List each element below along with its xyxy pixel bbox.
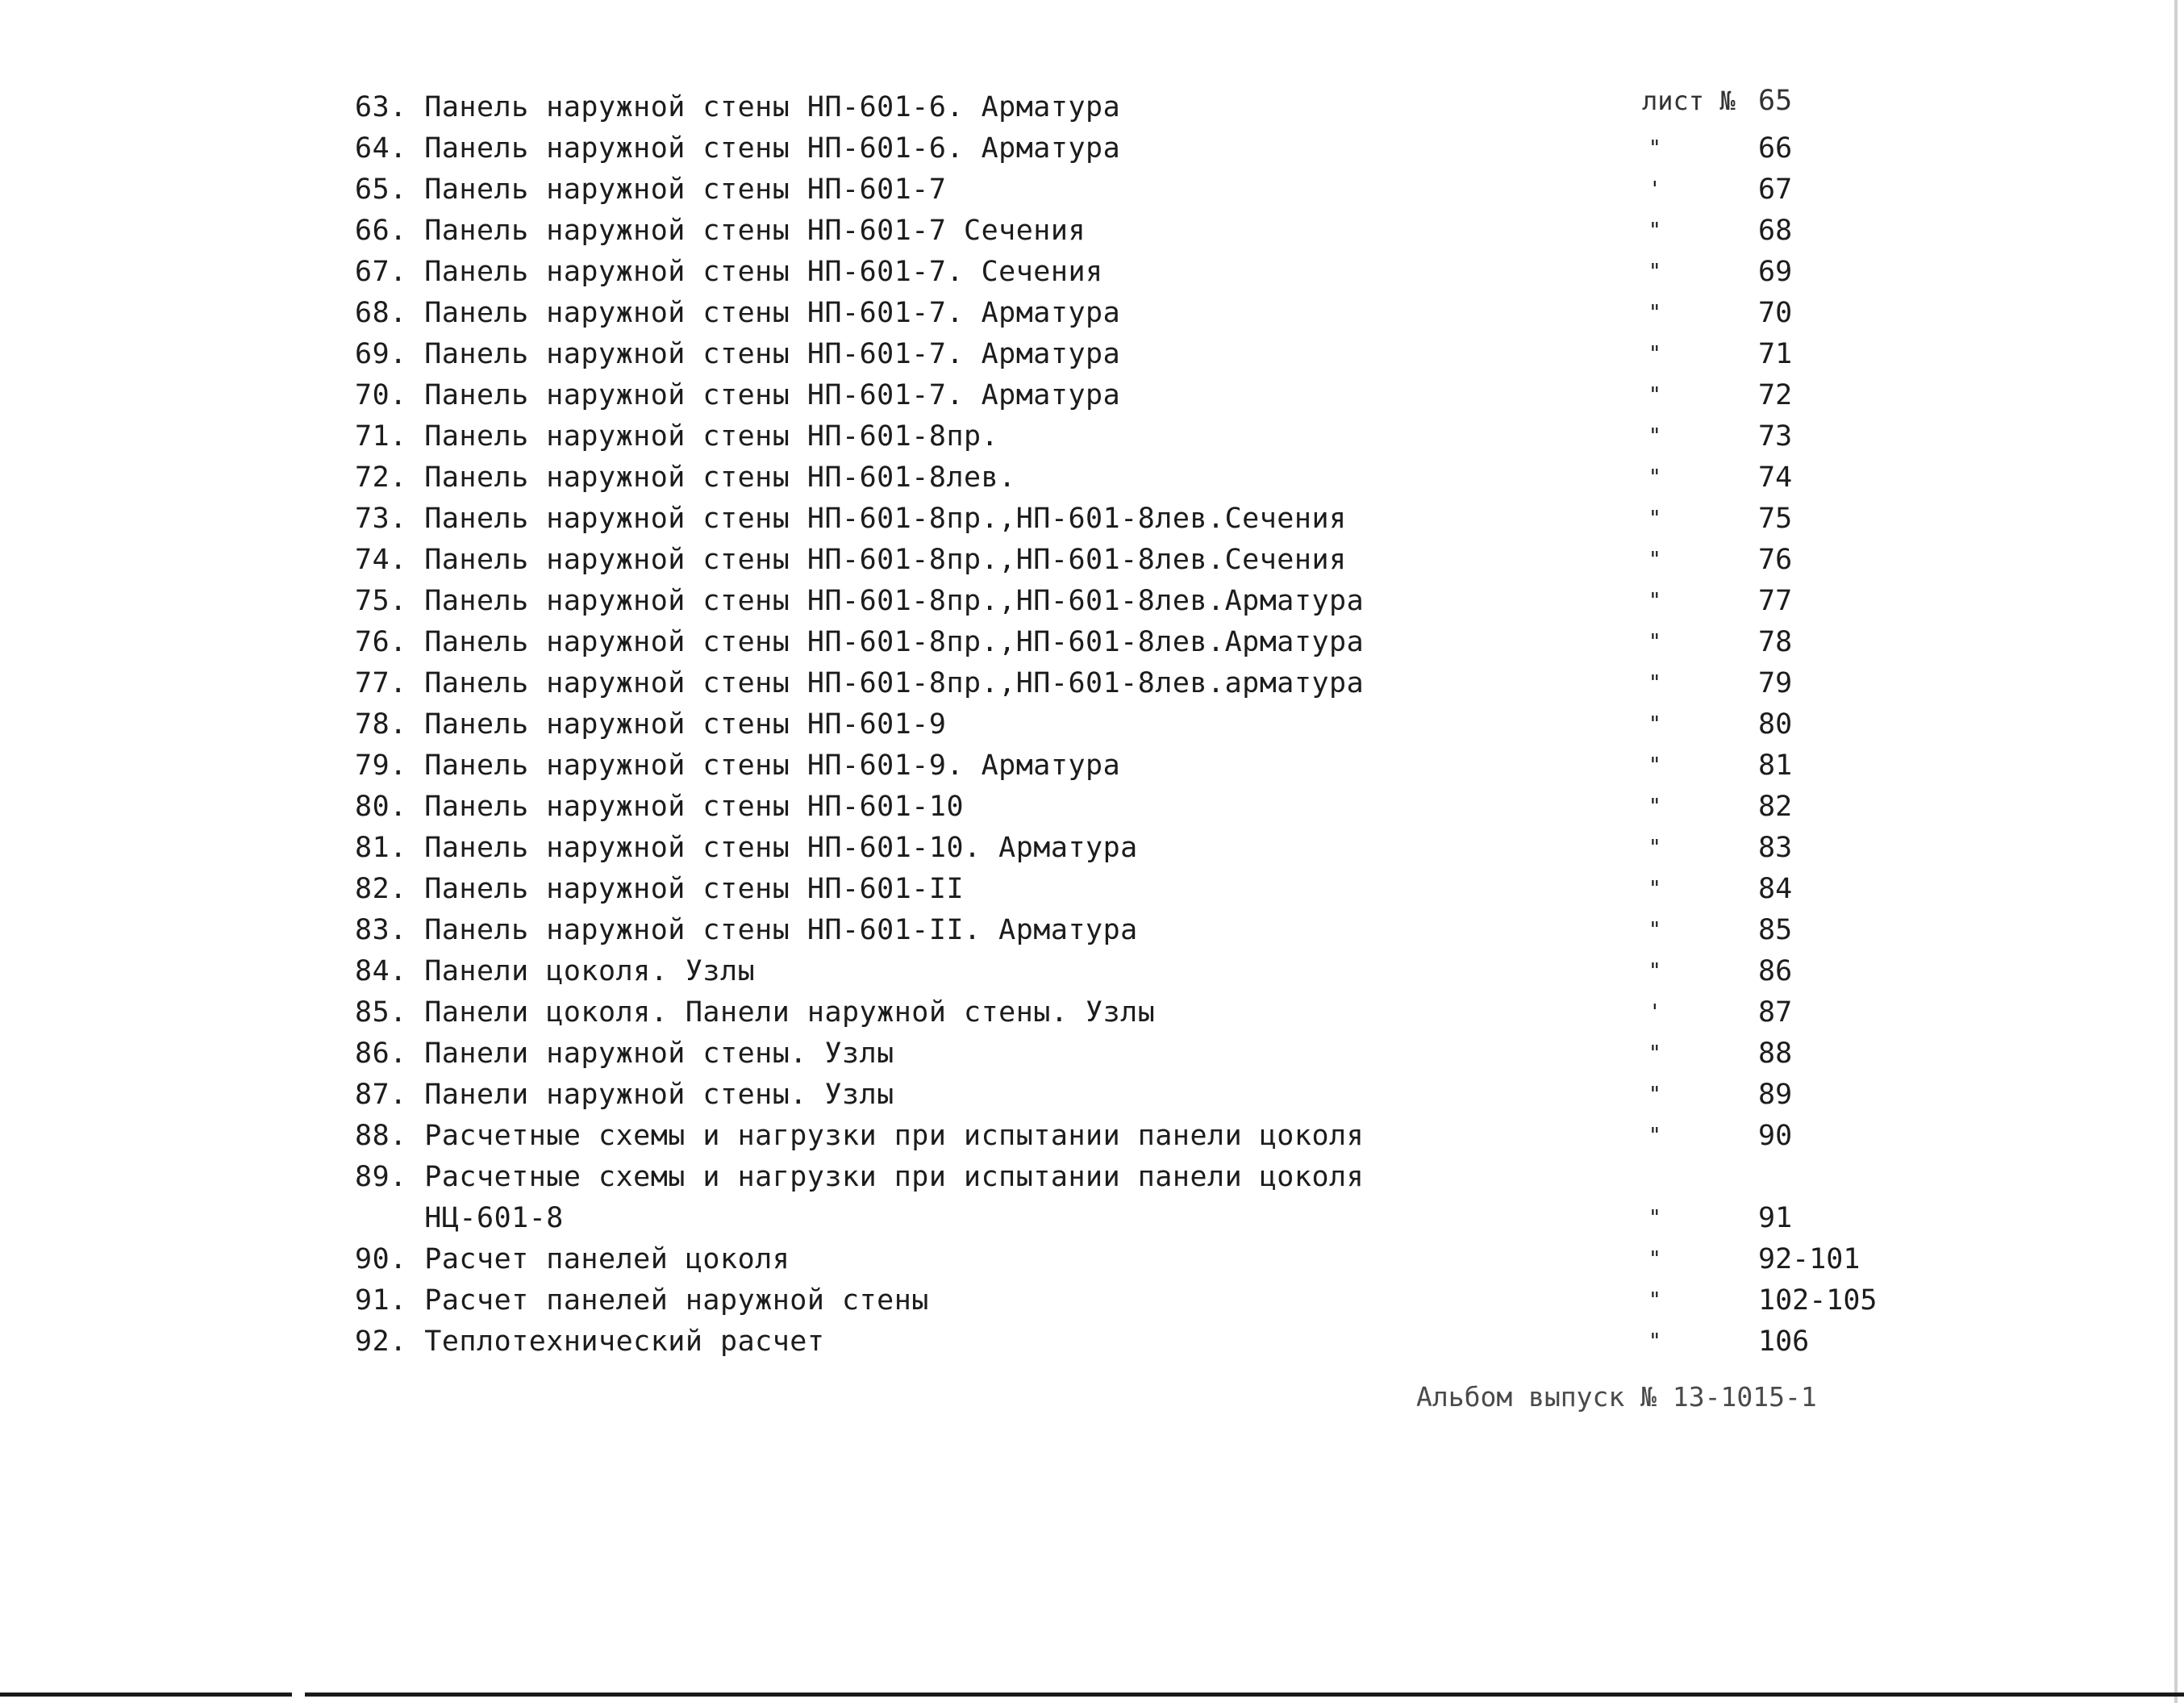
- toc-entry-ditto-mark: ": [1648, 1247, 1661, 1271]
- toc-entry-page-number: 81: [1758, 749, 1793, 782]
- toc-entry-page-number: 90: [1758, 1120, 1793, 1152]
- toc-entry-title: 78. Панель наружной стены НП-601-9: [355, 708, 947, 741]
- toc-entry-title: 80. Панель наружной стены НП-601-10: [355, 791, 965, 823]
- toc-entry: [355, 1075, 1887, 1116]
- toc-entry: [355, 910, 1887, 951]
- toc-entry-title: 85. Панели цоколя. Панели наружной стены. Узлы: [355, 996, 1156, 1029]
- toc-entry-title: 77. Панель наружной стены НП-601-8пр.,НП-601-8лев.арматура: [355, 667, 1365, 699]
- toc-entry: [355, 540, 1887, 581]
- toc-entry-page-number: 74: [1758, 461, 1793, 494]
- toc-entry-title: 66. Панель наружной стены НП-601-7 Сечения: [355, 215, 1086, 247]
- toc-entry-title: 88. Расчетные схемы и нагрузки при испытании панели цоколя: [355, 1120, 1365, 1152]
- table-of-contents: [355, 87, 1887, 1363]
- toc-entry-ditto-mark: ': [1648, 177, 1661, 202]
- toc-entry-page-number: 79: [1758, 667, 1793, 699]
- toc-entry: [355, 951, 1887, 992]
- toc-entry-ditto-mark: ': [1648, 1000, 1661, 1025]
- toc-entry-title: 82. Панель наружной стены НП-601-II: [355, 873, 965, 905]
- sheet-label: лист №: [1642, 86, 1736, 116]
- toc-entry-ditto-mark: ": [1648, 465, 1661, 490]
- toc-entry-title: 87. Панели наружной стены. Узлы: [355, 1079, 894, 1111]
- toc-entry-ditto-mark: ": [1648, 1083, 1661, 1107]
- toc-entry: [355, 622, 1887, 663]
- toc-entry: [355, 1280, 1887, 1321]
- toc-entry-ditto-mark: ": [1648, 959, 1661, 983]
- toc-entry-title: 74. Панель наружной стены НП-601-8пр.,НП-601-8лев.Сечения: [355, 544, 1347, 576]
- toc-entry-page-number: 66: [1758, 132, 1793, 165]
- toc-entry-ditto-mark: ": [1648, 753, 1661, 778]
- toc-entry-ditto-mark: ": [1648, 712, 1661, 737]
- toc-entry-page-number: 102-105: [1758, 1284, 1878, 1317]
- toc-entry: [355, 87, 1887, 128]
- toc-entry: [355, 252, 1887, 293]
- toc-entry: [355, 169, 1887, 211]
- toc-entry-page-number: 85: [1758, 914, 1793, 946]
- toc-entry: [355, 663, 1887, 704]
- toc-entry-ditto-mark: ": [1648, 1329, 1661, 1354]
- toc-entry-page-number: 72: [1758, 379, 1793, 411]
- toc-entry-ditto-mark: ": [1648, 836, 1661, 860]
- toc-entry-page-number: 76: [1758, 544, 1793, 576]
- toc-entry: [355, 334, 1887, 375]
- toc-entry-page-number: 78: [1758, 626, 1793, 658]
- toc-entry-title: 76. Панель наружной стены НП-601-8пр.,НП-601-8лев.Арматура: [355, 626, 1365, 658]
- toc-entry-page-number: 71: [1758, 338, 1793, 370]
- album-reference: Альбом выпуск № 13-1015-1: [1416, 1381, 1817, 1413]
- toc-entry-ditto-mark: ": [1648, 342, 1661, 366]
- bottom-rule: [0, 1693, 2184, 1697]
- toc-entry: [355, 745, 1887, 787]
- toc-entry-ditto-mark: ": [1648, 630, 1661, 654]
- toc-entry-ditto-mark: ": [1648, 219, 1661, 243]
- toc-entry: [355, 787, 1887, 828]
- toc-entry: [355, 375, 1887, 416]
- toc-entry-ditto-mark: ": [1648, 260, 1661, 284]
- scan-edge: [2174, 0, 2178, 1703]
- toc-entry-ditto-mark: ": [1648, 671, 1661, 695]
- toc-entry-title: 64. Панель наружной стены НП-601-6. Арматура: [355, 132, 1121, 165]
- toc-entry-page-number: 70: [1758, 297, 1793, 329]
- toc-entry-title: 73. Панель наружной стены НП-601-8пр.,НП-601-8лев.Сечения: [355, 503, 1347, 535]
- toc-entry-ditto-mark: ": [1648, 918, 1661, 942]
- toc-entry-page-number: 84: [1758, 873, 1793, 905]
- toc-entry-ditto-mark: ": [1648, 877, 1661, 901]
- toc-entry-ditto-mark: ": [1648, 424, 1661, 449]
- toc-entry-page-number: 67: [1758, 173, 1793, 206]
- toc-entry: [355, 128, 1887, 169]
- toc-entry-title: 67. Панель наружной стены НП-601-7. Сечения: [355, 256, 1103, 288]
- toc-entry-title: 70. Панель наружной стены НП-601-7. Арматура: [355, 379, 1121, 411]
- toc-entry-title: 92. Теплотехнический расчет: [355, 1325, 825, 1358]
- toc-entry: [355, 581, 1887, 622]
- toc-entry-page-number: 69: [1758, 256, 1793, 288]
- toc-entry-page-number: 86: [1758, 955, 1793, 987]
- toc-entry: [355, 457, 1887, 499]
- toc-entry: [355, 499, 1887, 540]
- toc-entry-ditto-mark: ": [1648, 589, 1661, 613]
- toc-entry-ditto-mark: ": [1648, 1288, 1661, 1313]
- toc-entry-ditto-mark: ": [1648, 507, 1661, 531]
- toc-entry: [355, 1321, 1887, 1363]
- toc-entry-title: 63. Панель наружной стены НП-601-6. Арматура: [355, 91, 1121, 123]
- toc-entry-title: 65. Панель наружной стены НП-601-7: [355, 173, 947, 206]
- toc-entry-ditto-mark: ": [1648, 383, 1661, 407]
- toc-entry-page-number: 87: [1758, 996, 1793, 1029]
- toc-entry: [355, 293, 1887, 334]
- sheet-first-page-number: 65: [1758, 85, 1793, 117]
- toc-entry-page-number: 106: [1758, 1325, 1810, 1358]
- toc-entry: [355, 1239, 1887, 1280]
- toc-entry-title: 75. Панель наружной стены НП-601-8пр.,НП-601-8лев.Арматура: [355, 585, 1365, 617]
- toc-entry: [355, 992, 1887, 1033]
- toc-entry-page-number: 68: [1758, 215, 1793, 247]
- toc-entry-ditto-mark: ": [1648, 1206, 1661, 1230]
- toc-entry: [355, 869, 1887, 910]
- toc-entry-ditto-mark: ": [1648, 301, 1661, 325]
- toc-entry: [355, 416, 1887, 457]
- toc-entry: [355, 828, 1887, 869]
- toc-entry-page-number: 89: [1758, 1079, 1793, 1111]
- toc-entry: [355, 1116, 1887, 1157]
- toc-entry-page-number: 82: [1758, 791, 1793, 823]
- toc-entry-page-number: 92-101: [1758, 1243, 1861, 1275]
- toc-entry-page-number: 88: [1758, 1037, 1793, 1070]
- toc-entry-title: 91. Расчет панелей наружной стены: [355, 1284, 929, 1317]
- toc-entry-page-number: 73: [1758, 420, 1793, 453]
- toc-entry-title: 79. Панель наружной стены НП-601-9. Арматура: [355, 749, 1121, 782]
- toc-entry-title: 84. Панели цоколя. Узлы: [355, 955, 756, 987]
- toc-entry-title: 81. Панель наружной стены НП-601-10. Арматура: [355, 832, 1138, 864]
- toc-entry-ditto-mark: ": [1648, 548, 1661, 572]
- toc-entry-page-number: 80: [1758, 708, 1793, 741]
- toc-entry: [355, 1157, 1887, 1239]
- toc-entry-page-number: 77: [1758, 585, 1793, 617]
- toc-entry-page-number: 91: [1758, 1202, 1793, 1234]
- toc-entry-title: 71. Панель наружной стены НП-601-8пр.: [355, 420, 999, 453]
- toc-entry-title: 86. Панели наружной стены. Узлы: [355, 1037, 894, 1070]
- toc-entry-ditto-mark: ": [1648, 1124, 1661, 1148]
- toc-entry-title: 69. Панель наружной стены НП-601-7. Арматура: [355, 338, 1121, 370]
- toc-entry-ditto-mark: ": [1648, 136, 1661, 161]
- toc-entry-title: 83. Панель наружной стены НП-601-II. Арматура: [355, 914, 1138, 946]
- toc-entry: [355, 1033, 1887, 1075]
- toc-entry-page-number: 83: [1758, 832, 1793, 864]
- toc-entry-title: 72. Панель наружной стены НП-601-8лев.: [355, 461, 1016, 494]
- toc-entry-page-number: 75: [1758, 503, 1793, 535]
- toc-entry-title: 90. Расчет панелей цоколя: [355, 1243, 790, 1275]
- toc-entry: [355, 211, 1887, 252]
- toc-entry-title: 68. Панель наружной стены НП-601-7. Арматура: [355, 297, 1121, 329]
- toc-entry-title: 89. Расчетные схемы и нагрузки при испытании панели цоколя НЦ-601-8: [355, 1161, 1365, 1234]
- toc-entry-ditto-mark: ": [1648, 1041, 1661, 1066]
- toc-entry: [355, 704, 1887, 745]
- toc-entry-ditto-mark: ": [1648, 795, 1661, 819]
